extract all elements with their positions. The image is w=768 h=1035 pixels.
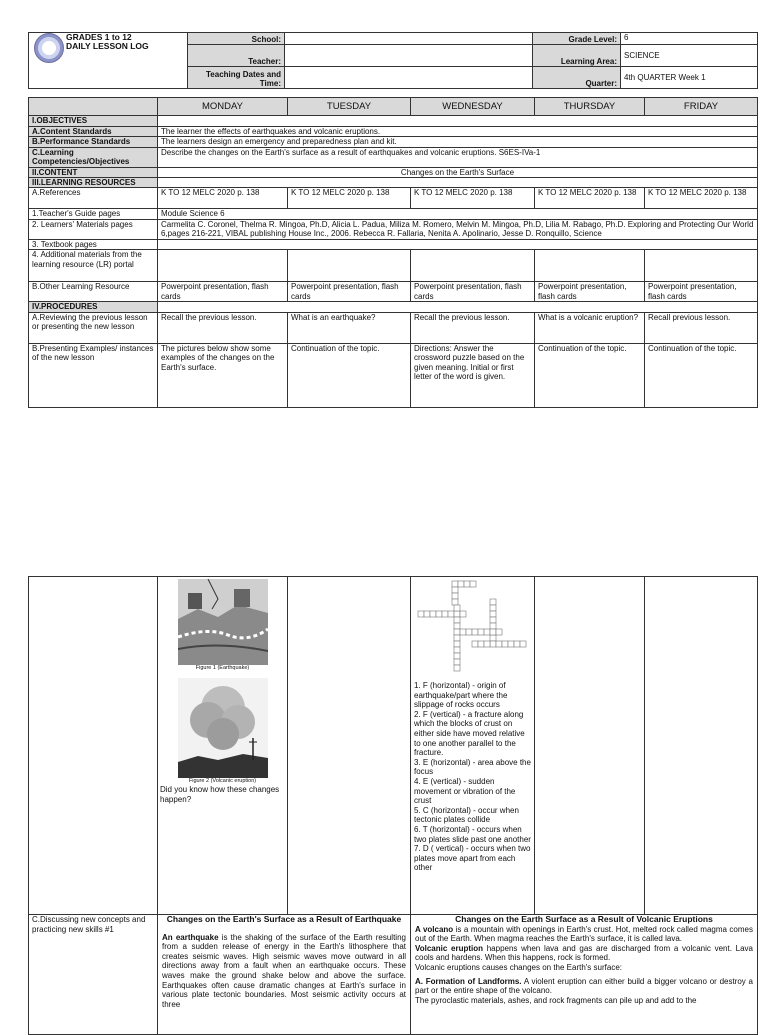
day-monday: MONDAY <box>158 98 288 116</box>
crossword-puzzle-grid[interactable] <box>414 579 532 679</box>
review-tue: What is an earthquake? <box>288 312 411 343</box>
tb-label: 3. Textbook pages <box>29 239 158 250</box>
present-tue: Continuation of the topic. <box>288 343 411 407</box>
perf-std-value: The learners design an emergency and preparedness plan and kit. <box>158 137 758 148</box>
grade-label: Grade Level: <box>533 33 621 45</box>
crossword-clues <box>414 681 531 873</box>
teacher-label: Teacher: <box>188 45 285 67</box>
present-wed: Directions: Answer the crossword puzzle based on the given meaning. Initial or first letter of the word is given. <box>411 343 535 407</box>
landforms-paragraph <box>415 977 753 996</box>
area-field[interactable]: SCIENCE <box>621 45 758 67</box>
present-fri: Continuation of the topic. <box>645 343 758 407</box>
review-wed: Recall the previous lesson. <box>411 312 535 343</box>
other-fri: Powerpoint presentation, flash cards <box>645 282 758 302</box>
review-fri: Recall previous lesson. <box>645 312 758 343</box>
references-fri: K TO 12 MELC 2020 p. 138 <box>645 188 758 209</box>
volcano-definition: is a mountain with openings in Earth's crust. Hot, melted rock called magma comes out of the Earth. When magma reaches the Earth's surface, it is called lava. <box>415 924 753 944</box>
clue-3: 3. E (horizontal) - area above the focus <box>414 757 531 777</box>
landforms-term: A. Formation of Landforms. <box>415 976 522 986</box>
tg-label: 1.Teacher's Guide pages <box>29 209 158 220</box>
references-tue: K TO 12 MELC 2020 p. 138 <box>288 188 411 209</box>
references-mon: K TO 12 MELC 2020 p. 138 <box>158 188 288 209</box>
school-field[interactable] <box>285 33 533 45</box>
dates-label: Teaching Dates and Time: <box>188 67 285 89</box>
volcanic-eruption-figure <box>178 678 268 778</box>
figure2-caption: Figure 2 (Volcanic eruption) <box>188 778 257 784</box>
references-wed: K TO 12 MELC 2020 p. 138 <box>411 188 535 209</box>
doc-title-line1: GRADES 1 to 12 <box>66 32 132 42</box>
other-label: B.Other Learning Resource <box>29 282 158 302</box>
lm-label: 2. Learners' Materials pages <box>29 219 158 239</box>
add-label: 4. Additional materials from the learning resource (LR) portal <box>29 250 158 282</box>
quarter-label: Quarter: <box>533 67 621 89</box>
earthquake-definition: is the shaking of the surface of the Earth resulting from a sudden release of energy in the Earth's lithosphere that creates seismic waves. High seismic waves move outward in all directions away from a fault when an earthquake occurs. These waves make the ground shake below and above the surface. Earthquakes often cause dramatic changes at Earth's surface in various plate tectonic boundaries. Most seismic activity occurs at three <box>162 932 406 1009</box>
clue-4: 4. E (vertical) - sudden movement or vibration of the crust <box>414 776 516 806</box>
procedures-heading: IV.PROCEDURES <box>29 302 158 313</box>
perf-std-label: B.Performance Standards <box>29 137 158 148</box>
content-value: Changes on the Earth's Surface <box>158 167 758 178</box>
grade-field[interactable]: 6 <box>621 33 758 45</box>
quarter-field[interactable]: 4th QUARTER Week 1 <box>621 67 758 89</box>
tg-value: Module Science 6 <box>158 209 758 220</box>
dates-field[interactable] <box>285 67 533 89</box>
changes-question: Did you know how these changes happen? <box>160 785 280 804</box>
doc-title-line2: DAILY LESSON LOG <box>66 41 149 51</box>
eruption-paragraph <box>415 944 753 963</box>
review-thu: What is a volcanic eruption? <box>535 312 645 343</box>
day-tuesday: TUESDAY <box>288 98 411 116</box>
other-thu: Powerpoint presentation, flash cards <box>535 282 645 302</box>
discuss-label: C.Discussing new concepts and practicing new skills #1 <box>29 915 158 1035</box>
lesson-log-table <box>28 97 758 408</box>
school-label: School: <box>188 33 285 45</box>
day-wednesday: WEDNESDAY <box>411 98 535 116</box>
volcano-term: A volcano <box>415 924 454 934</box>
clue-5: 5. C (horizontal) - occur when tectonic plates collide <box>414 805 519 825</box>
eruption-definition: happens when lava and gas are discharged from a volcanic vent. Lava cools and hardens. When this happens, rock is formed. <box>415 943 753 963</box>
clue-7: 7. D ( vertical) - occurs when two plates move apart from each other <box>414 844 531 873</box>
other-mon: Powerpoint presentation, flash cards <box>158 282 288 302</box>
logo-cell <box>29 33 188 89</box>
volcano-paragraph <box>415 925 753 944</box>
header-table <box>28 32 758 89</box>
corner-header <box>29 98 158 116</box>
present-mon: The pictures below show some examples of the changes on the Earth's surface. <box>158 343 288 407</box>
references-thu: K TO 12 MELC 2020 p. 138 <box>535 188 645 209</box>
present-label: B.Presenting Examples/ instances of the new lesson <box>29 343 158 407</box>
resources-label: III.LEARNING RESOURCES <box>29 178 158 188</box>
earthquake-term: An earthquake <box>162 932 219 942</box>
clue-2: 2. F (vertical) - a fracture along which the blocks of crust on either side have moved relative to one another parallel to the fracture. <box>414 709 525 758</box>
present-thu: Continuation of the topic. <box>535 343 645 407</box>
continuation-table <box>28 576 758 1035</box>
landforms-definition: A violent eruption can either build a bigger volcano or destroy a part or the entire shape of the volcano. <box>415 976 754 996</box>
clue-6: 6. T (horizontal) - occurs when two plates slide past one another <box>414 824 531 844</box>
review-mon: Recall the previous lesson. <box>158 312 288 343</box>
competency-value: Describe the changes on the Earth's surface as a result of earthquakes and volcanic eruptions. S6ES-IVa-1 <box>158 147 758 167</box>
clue-1: 1. F (horizontal) - origin of earthquake/part where the slippage of rocks occurs <box>414 681 508 710</box>
day-friday: FRIDAY <box>645 98 758 116</box>
earthquake-figure <box>178 579 268 665</box>
content-std-label: A.Content Standards <box>29 126 158 137</box>
volcano-section-title: Changes on the Earth Surface as a Result of Volcanic Eruptions <box>455 914 713 924</box>
lm-value: Carmelita C. Coronel, Thelma R. Mingoa, Ph.D, Alicia L. Padua, Miliza M. Romero, Melvin M. Mingoa, Ph.D, Lilia M. Rabago, Ph.D. Exploring and Protecting Our World 6,pages 216-221, VIBAL publishing House Inc., 2006. Rebecca R. Fallaria, Nenita A. Apolinario, Jesse D. Ronquillo, Science <box>158 219 758 239</box>
objectives-heading: I.OBJECTIVES <box>29 116 158 127</box>
teacher-field[interactable] <box>285 45 533 67</box>
eruption-term: Volcanic eruption <box>415 943 484 953</box>
content-std-value: The learner the effects of earthquakes and volcanic eruptions. <box>158 126 758 137</box>
other-wed: Powerpoint presentation, flash cards <box>411 282 535 302</box>
earthquake-paragraph <box>162 933 406 1010</box>
references-label: A.References <box>29 188 158 209</box>
area-label: Learning Area: <box>533 45 621 67</box>
other-tue: Powerpoint presentation, flash cards <box>288 282 411 302</box>
earthquake-section-title: Changes on the Earth's Surface as a Result of Earthquake <box>166 914 402 924</box>
review-label: A.Reviewing the previous lesson or presenting the new lesson <box>29 312 158 343</box>
day-thursday: THURSDAY <box>535 98 645 116</box>
figure1-caption: Figure 1 (Earthquake) <box>195 665 250 671</box>
content-label: II.CONTENT <box>29 167 158 178</box>
eruption-changes-intro: Volcanic eruptions causes changes on the Earth's surface: <box>415 962 622 972</box>
competency-label: C.Learning Competencies/Objectives <box>29 147 158 167</box>
pyroclastic-paragraph: The pyroclastic materials, ashes, and rock fragments can pile up and add to the <box>415 995 697 1005</box>
